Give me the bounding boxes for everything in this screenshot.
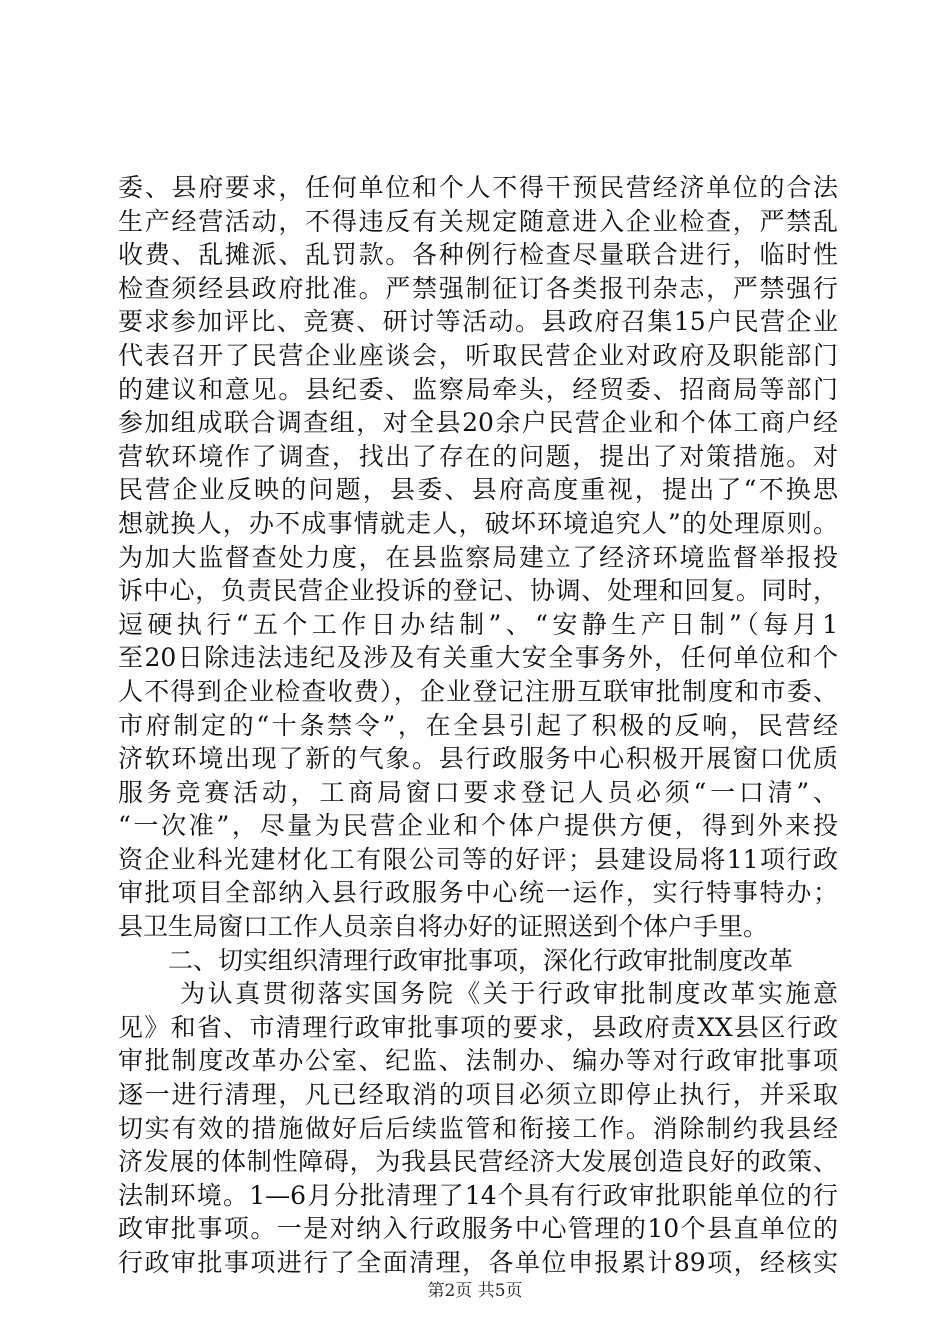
text-line: 参加组成联合调查组，对全县20余户民营企业和个体工商户经 xyxy=(118,408,838,438)
text-line: 法制环境。1—6月分批清理了14个具有行政审批职能单位的行 xyxy=(118,1180,838,1210)
text-line: 切实有效的措施做好后后续监管和衔接工作。消除制约我县经 xyxy=(118,1113,838,1143)
text-line: 资企业科光建材化工有限公司等的好评；县建设局将11项行政 xyxy=(118,844,838,874)
text-line: 为认真贯彻落实国务院《关于行政审批制度改革实施意 xyxy=(180,979,838,1009)
text-line: 诉中心，负责民营企业投诉的登记、协调、处理和回复。同时， xyxy=(118,576,838,606)
page-number: 第2页 共5页 xyxy=(427,1281,523,1301)
text-line: 民营企业反映的问题，县委、县府高度重视，提出了“不换思 xyxy=(118,475,838,505)
text-line: 委、县府要求，任何单位和个人不得干预民营经济单位的合法 xyxy=(118,173,838,202)
text-line: 县卫生局窗口工作人员亲自将办好的证照送到个体户手里。 xyxy=(118,912,769,942)
text-line: 生产经营活动，不得违反有关规定随意进入企业检查，严禁乱 xyxy=(118,206,838,236)
text-line: 代表召开了民营企业座谈会，听取民营企业对政府及职能部门 xyxy=(118,340,838,370)
paragraph-1 xyxy=(118,171,838,944)
text-line: 市府制定的“十条禁令”，在全县引起了积极的反响，民营经 xyxy=(118,710,838,740)
text-line: 行政审批事项进行了全面清理，各单位申报累计89项，经核实 xyxy=(118,1248,838,1277)
text-line: 逐一进行清理，凡已经取消的项目必须立即停止执行，并采取 xyxy=(118,1080,838,1110)
text-line: 服务竞赛活动，工商局窗口要求登记人员必须“一口清”、 xyxy=(118,777,838,807)
text-line: 逗硬执行“五个工作日办结制”、“安静生产日制”（每月1 xyxy=(118,609,838,639)
text-line: 济发展的体制性障碍，为我县民营经济大发展创造良好的政策、 xyxy=(118,1147,838,1177)
text-line: 收费、乱摊派、乱罚款。各种例行检查尽量联合进行，临时性 xyxy=(118,240,838,270)
text-line: 政审批事项。一是对纳入行政服务中心管理的10个县直单位的 xyxy=(118,1214,838,1244)
text-line: 人不得到企业检查收费），企业登记注册互联审批制度和市委、 xyxy=(118,676,838,706)
text-line: “一次准”，尽量为民营企业和个体户提供方便，得到外来投 xyxy=(118,811,838,841)
text-line: 济软环境出现了新的气象。县行政服务中心积极开展窗口优质 xyxy=(118,744,838,774)
text-line: 为加大监督查处力度，在县监察局建立了经济环境监督举报投 xyxy=(118,542,838,572)
text-line: 的建议和意见。县纪委、监察局牵头，经贸委、招商局等部门 xyxy=(118,374,838,404)
text-line: 见》和省、市清理行政审批事项的要求，县政府责XX县区行政 xyxy=(118,1012,838,1042)
text-line: 审批制度改革办公室、纪监、法制办、编办等对行政审批事项 xyxy=(118,1046,838,1076)
paragraph-2 xyxy=(118,977,838,1279)
text-line: 要求参加评比、竞赛、研讨等活动。县政府召集15户民营企业 xyxy=(118,307,838,337)
section-heading-2: 二、切实组织清理行政审批事项，深化行政审批制度改革 xyxy=(168,945,794,975)
text-line: 至20日除违法违纪及涉及有关重大安全事务外，任何单位和个 xyxy=(118,643,838,673)
text-line: 营软环境作了调查，找出了存在的问题，提出了对策措施。对 xyxy=(118,441,838,471)
document-body xyxy=(118,171,838,1280)
text-line: 检查须经县政府批准。严禁强制征订各类报刊杂志，严禁强行 xyxy=(118,273,838,303)
text-line: 想就换人，办不成事情就走人，破坏环境追究人”的处理原则。 xyxy=(118,508,838,538)
text-line: 审批项目全部纳入县行政服务中心统一运作，实行特事特办； xyxy=(118,878,838,908)
